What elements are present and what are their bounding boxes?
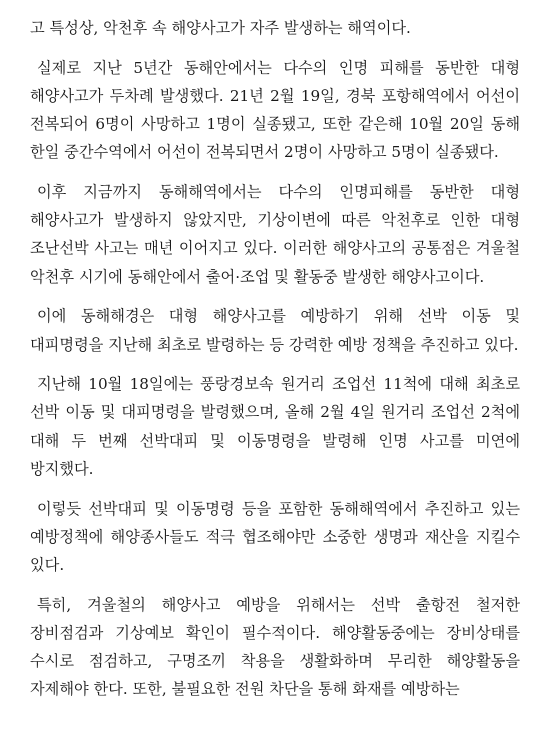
article-body — [30, 14, 520, 715]
paragraph-3: 이후 지금까지 동해해역에서는 다수의 인명피해를 동반한 대형 해양사고가 발생하지 않았지만, 기상이변에 따른 악천후로 인한 대형 조난선박 사고는 매년 이어지고 있다. 이러한 해양사고의 공통점은 겨울철 악천후 시기에 동해안에서 출어·조업 및 활동중 발생한 해양사고이다. — [30, 183, 520, 286]
paragraph-2: 실제로 지난 5년간 동해안에서는 다수의 인명 피해를 동반한 대형 해양사고가 두차례 발생했다. 21년 2월 19일, 경북 포항해역에서 어선이 전복되어 6명이 사망하고 1명이 실종됐고, 또한 같은해 10월 20일 동해 한일 중간수역에서 어선이 전복되면서 2명이 사망하고 5명이 실종됐다. — [30, 58, 520, 162]
paragraph-1: 고 특성상, 악천후 속 해양사고가 자주 발생하는 해역이다. — [30, 19, 411, 37]
paragraph-5: 지난해 10월 18일에는 풍랑경보속 원거리 조업선 11척에 대해 최초로 선박 이동 및 대피명령을 발령했으며, 올해 2월 4일 원거리 조업선 2척에 대해 두 번째 선박대피 및 이동명령을 발령해 인명 사고를 미연에 방지했다. — [30, 375, 520, 478]
paragraph-7: 특히, 겨울철의 해양사고 예방을 위해서는 선박 출항전 철저한 장비점검과 기상예보 확인이 필수적이다. 해양활동중에는 장비상태를 수시로 점검하고, 구명조끼 착용을 생활화하며 무리한 해양활동을 자제해야 한다. 또한, 불필요한 전원 차단을 통해 화재를 예방하는 — [30, 595, 520, 699]
paragraph-6: 이렇듯 선박대피 및 이동명령 등을 포함한 동해해역에서 추진하고 있는 예방정책에 해양종사들도 적극 협조해야만 소중한 생명과 재산을 지킬수 있다. — [30, 499, 520, 574]
paragraph-4: 이에 동해해경은 대형 해양사고를 예방하기 위해 선박 이동 및 대피명령을 지난해 최초로 발령하는 등 강력한 예방 정책을 추진하고 있다. — [30, 307, 520, 354]
